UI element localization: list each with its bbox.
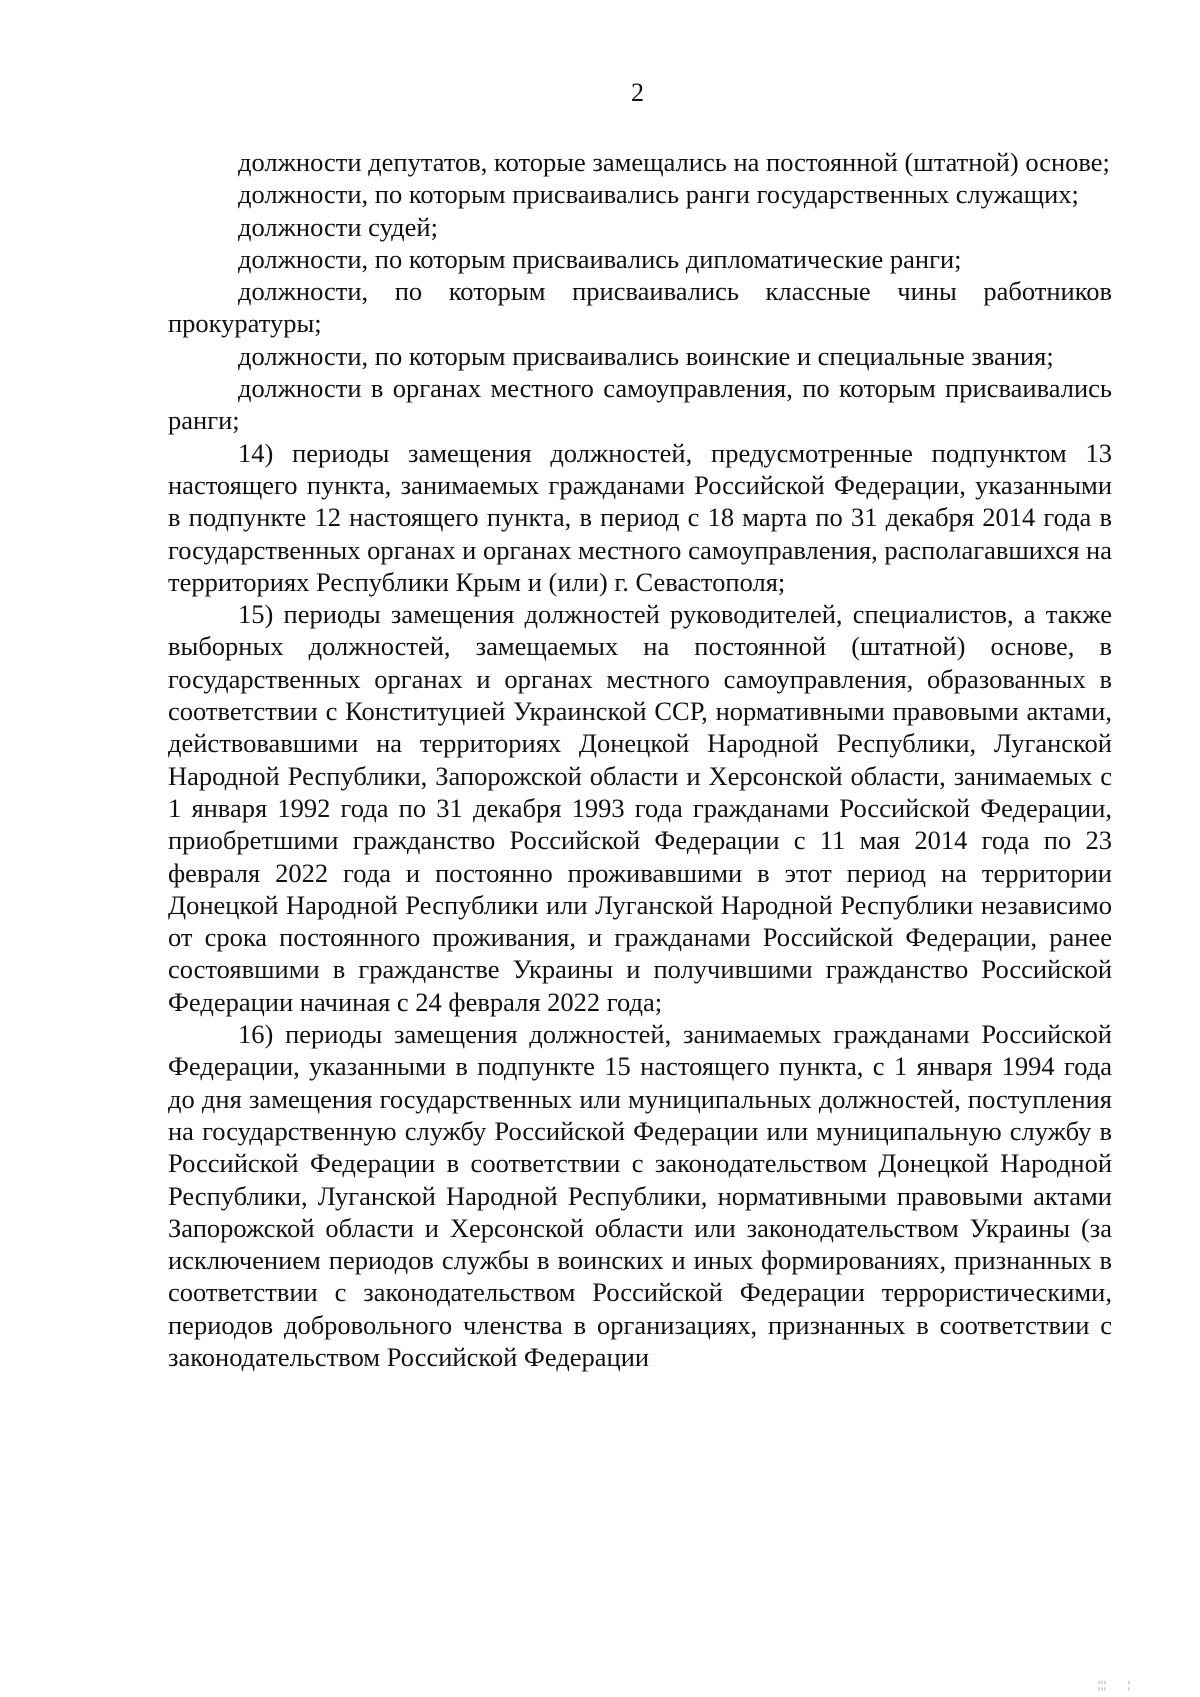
scan-mark: ¦¦¦ ¦ [1098,1680,1132,1691]
page-number: 2 [631,78,644,107]
paragraph: должности, по которым присваивались ранги государственных служащих; [238,179,1079,210]
paragraph: 14) периоды замещения должностей, предусмотренные подпунктом 13 настоящего пункта, занимаемых гражданами Российской Федерации, указанными в подпункте 12 настоящего пункта, в период с 18 марта по 31 декабря 2014 года в государственных органах и органах местного самоуправления, располагавшихся на территориях Республики Крым и (или) г. Севастополя; [168,437,1112,597]
document-body [168,146,1112,1373]
paragraph: 15) периоды замещения должностей руководителей, специалистов, а также выборных должностей, замещаемых на постоянной (штатной) основе, в государственных органах и органах местного самоуправления, образованных в соответствии с Конституцией Украинской ССР, нормативными правовыми актами, действовавшими на территориях Донецкой Народной Республики, Луганской Народной Республики, Запорожской области и Херсонской области, занимаемых с 1 января 1992 года по 31 декабря 1993 года гражданами Российской Федерации, приобретшими гражданство Российской Федерации с 11 мая 2014 года по 23 февраля 2022 года и постоянно проживавшими в этот период на территории Донецкой Народной Республики или Луганской Народной Республики независимо от срока постоянного проживания, и гражданами Российской Федерации, ранее состоявшими в гражданстве Украины и получившими гражданство Российской Федерации начиная с 24 февраля 2022 года; [168,599,1112,1017]
paragraph: должности депутатов, которые замещались на постоянной (штатной) основе; [238,147,1110,177]
paragraph: должности, по которым присваивались классные чины работников прокуратуры; [168,276,1112,339]
paragraph: должности, по которым присваивались воинские и специальные звания; [238,340,1054,371]
paragraph: 16) периоды замещения должностей, занимаемых гражданами Российской Федерации, указанными в подпункте 15 настоящего пункта, с 1 января 1994 года до дня замещения государственных или муниципальных должностей, поступления на государственную службу Российской Федерации или муниципальную службу в Российской Федерации в соответствии с законодательством Донецкой Народной Республики, Луганской Народной Республики, нормативными правовыми актами Запорожской области и Херсонской области или законодательством Украины (за исключением периодов службы в воинских и иных формированиях, признанных в соответствии с законодательством Российской Федерации террористическими, периодов добровольного членства в организациях, признанных в соответствии с законодательством Российской Федерации [168,1019,1112,1372]
paragraph: должности, по которым присваивались дипломатические ранги; [238,243,962,274]
paragraph: должности судей; [238,211,438,242]
paragraph: должности в органах местного самоуправления, по которым присваивались ранги; [168,373,1112,436]
